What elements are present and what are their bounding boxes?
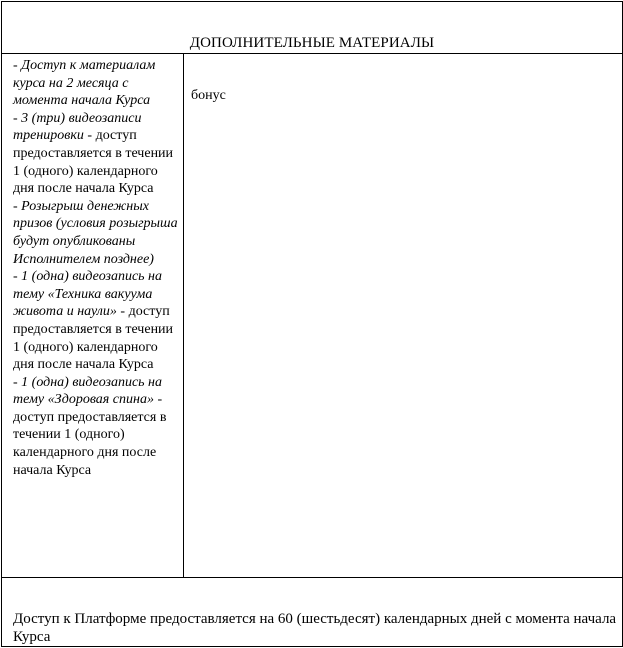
materials-list xyxy=(13,57,181,479)
list-item-italic: - 3 (три) видеозаписи тренировки xyxy=(13,110,142,144)
list-item xyxy=(13,268,181,374)
platform-access-note: Доступ к Платформе предоставляется на 60 (шестьдесят) календарных дней с момента начала Курса xyxy=(13,611,617,645)
list-item xyxy=(13,374,181,480)
table-header-row xyxy=(2,2,622,54)
list-item-italic: - Доступ к материалам курса на 2 месяца с момента начала Курса xyxy=(13,58,156,109)
list-item-plain: - доступ предоставляется в течении 1 (одного) календарного дня после начала Курса xyxy=(13,128,174,197)
list-item-plain: - доступ предоставляется в течении 1 (одного) календарного дня после начала Курса xyxy=(13,392,167,478)
table-content-row xyxy=(2,54,622,578)
table-footer-row xyxy=(2,578,622,646)
bonus-cell xyxy=(184,54,622,577)
materials-list-cell xyxy=(2,54,184,577)
table-title: ДОПОЛНИТЕЛЬНЫЕ МАТЕРИАЛЫ xyxy=(189,35,435,51)
materials-table xyxy=(1,1,623,647)
list-item-italic: - 1 (одна) видеозапись на тему «Техника вакуума живота и наули» xyxy=(13,269,162,320)
list-item xyxy=(13,57,181,110)
list-item-italic: - Розыгрыш денежных призов (условия розыгрыша будут опубликованы Исполнителем позднее) xyxy=(13,198,178,267)
bonus-label: бонус xyxy=(191,88,226,103)
list-item-plain: - доступ предоставляется в течении 1 (одного) календарного дня после начала Курса xyxy=(13,304,174,373)
list-item xyxy=(13,110,181,198)
list-item xyxy=(13,198,181,268)
list-item-italic: - 1 (одна) видеозапись на тему «Здоровая спина» xyxy=(13,374,162,408)
